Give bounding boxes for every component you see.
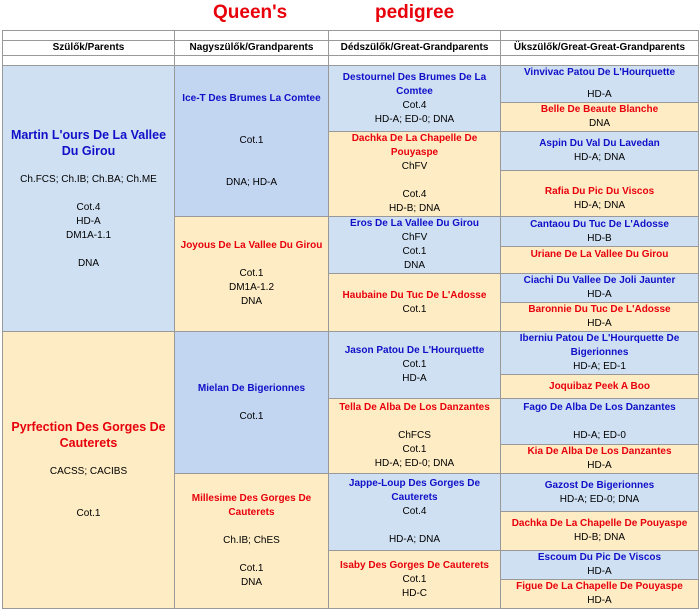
great-grandparent-line: HD-B; DNA — [388, 203, 441, 214]
ancestor-name: Joquibaz Peek A Boo — [549, 380, 650, 392]
blank-row — [3, 31, 699, 41]
great-grandparent-name: Jason Patou De L'Hourquette — [344, 345, 485, 356]
great-grandparent-line: HD-A — [402, 373, 427, 384]
great-grandparent-cell — [329, 217, 501, 274]
ancestor-name: Escoum Du Pic De Viscos — [537, 552, 662, 563]
grandparent-cell — [175, 217, 329, 332]
grandparent-name: Mielan De Bigerionnes — [197, 382, 306, 394]
pedigree-table — [2, 30, 699, 609]
great-grandparent-line: Cot.1 — [402, 246, 427, 257]
great-grandparent-line: Cot.4 — [402, 99, 427, 111]
ancestor-cell — [501, 399, 699, 445]
ancestor-name: Dachka De La Chapelle De Pouyaspe — [511, 518, 688, 529]
great-grandparent-name: Destournel Des Brumes De La Comtee — [342, 71, 487, 97]
dam-name: Pyrfection Des Gorges De Cauterets — [11, 420, 166, 450]
great-grandparent-line: HD-A; ED-0; DNA — [374, 113, 455, 125]
header-great-grandparents: Dédszülők/Great-Grandparents — [329, 41, 501, 56]
grandparent-line: Ch.IB; ChES — [223, 535, 280, 546]
header-row — [3, 41, 699, 56]
ancestor-info: HD-A — [587, 595, 612, 606]
ancestor-cell — [501, 274, 699, 303]
great-grandparent-cell — [329, 399, 501, 474]
great-grandparent-line: Cot.4 — [402, 189, 427, 200]
ancestor-info: HD-A — [587, 460, 612, 471]
ancestor-cell — [501, 247, 699, 274]
ancestor-cell — [501, 171, 699, 217]
blank-row — [3, 56, 699, 66]
ancestor-name: Fago De Alba De Los Danzantes — [523, 401, 676, 413]
grandparent-line: Cot.1 — [239, 563, 264, 574]
great-grandparent-name: Tella De Alba De Los Danzantes — [339, 402, 490, 413]
header-grandparents: Nagyszülők/Grandparents — [175, 41, 329, 56]
great-grandparent-line: Cot.1 — [402, 573, 427, 585]
sire-cell — [3, 66, 175, 332]
grandparent-cell — [175, 66, 329, 217]
ancestor-info: HD-A; ED-1 — [573, 361, 626, 372]
ancestor-name: Aspin Du Val Du Lavedan — [539, 138, 660, 150]
sire-line: Cot.4 — [76, 201, 101, 213]
great-grandparent-cell — [329, 274, 501, 332]
ancestor-name: Baronnie Du Tuc De L'Adosse — [528, 304, 671, 315]
ancestor-cell — [501, 551, 699, 580]
ancestor-cell — [501, 132, 699, 171]
great-grandparent-name: Eros De La Vallee Du Girou — [350, 218, 479, 229]
grandparent-line: DNA — [240, 577, 263, 588]
great-grandparent-line: HD-A; DNA — [388, 534, 441, 545]
great-grandparent-line: HD-A; ED-0; DNA — [374, 458, 455, 469]
ancestor-info: HD-B — [587, 232, 612, 244]
ancestor-cell — [501, 103, 699, 132]
great-grandparent-cell — [329, 132, 501, 217]
great-grandparent-line: HD-C — [402, 587, 427, 599]
ancestor-info: HD-A; DNA — [573, 152, 626, 164]
title-part-2: pedigree — [375, 2, 455, 23]
ancestor-info: HD-A — [587, 289, 612, 300]
page-title — [0, 0, 700, 30]
ancestor-name: Kia De Alba De Los Danzantes — [527, 446, 672, 457]
great-grandparent-line: Cot.1 — [402, 303, 427, 315]
dam-line: Cot.1 — [76, 508, 101, 519]
sire-line: DM1A-1.1 — [65, 229, 111, 241]
great-grandparent-line: ChFV — [401, 161, 428, 172]
sire-titles: Ch.FCS; Ch.IB; Ch.BA; Ch.ME — [20, 173, 157, 185]
ancestor-info: HD-B; DNA — [573, 532, 626, 543]
ancestor-cell — [501, 512, 699, 551]
header-great-great-grandparents: Ükszülők/Great-Great-Grandparents — [501, 41, 699, 56]
ancestor-cell — [501, 332, 699, 375]
ancestor-info: HD-A; DNA — [573, 199, 626, 211]
ancestor-info: HD-A — [587, 318, 612, 329]
grandparent-cell — [175, 332, 329, 474]
sire-line: HD-A — [76, 215, 101, 227]
sire-line: DNA — [77, 257, 100, 269]
great-grandparent-line: Cot.1 — [402, 359, 427, 370]
grandparent-name: Ice-T Des Brumes La Comtee — [182, 93, 321, 104]
ancestor-info: DNA — [588, 118, 611, 129]
ancestor-name: Vinvivac Patou De L'Hourquette — [523, 67, 676, 78]
ancestor-cell — [501, 445, 699, 474]
great-grandparent-line: ChFV — [401, 232, 428, 243]
grandparent-line: DNA — [240, 296, 263, 307]
ancestor-name: Belle De Beaute Blanche — [540, 104, 659, 115]
ancestor-info: HD-A — [587, 566, 612, 577]
ancestor-cell — [501, 474, 699, 512]
ancestor-cell — [501, 303, 699, 332]
ancestor-cell — [501, 375, 699, 399]
ancestor-name: Figue De La Chapelle De Pouyaspe — [516, 581, 683, 592]
grandparent-line: Cot.1 — [239, 135, 264, 146]
grandparent-line: DM1A-1.2 — [228, 282, 274, 293]
ancestor-name: Ciachi Du Vallee De Joli Jaunter — [523, 275, 676, 286]
ancestor-cell — [501, 217, 699, 247]
great-grandparent-name: Isaby Des Gorges De Cauterets — [340, 559, 489, 571]
ancestor-info: HD-A; ED-0; DNA — [559, 493, 640, 505]
great-grandparent-line: Cot.1 — [402, 444, 427, 455]
grandparent-name: Joyous De La Vallee Du Girou — [180, 240, 323, 251]
ancestor-info: HD-A — [587, 89, 612, 100]
ancestor-info: HD-A; ED-0 — [573, 429, 626, 441]
great-grandparent-cell — [329, 66, 501, 132]
great-grandparent-line: DNA — [403, 260, 426, 271]
header-parents: Szülők/Parents — [3, 41, 175, 56]
grandparent-line: DNA; HD-A — [225, 177, 278, 188]
dam-titles: CACSS; CACIBS — [49, 466, 128, 477]
ancestor-cell — [501, 66, 699, 103]
great-grandparent-line: Cot.4 — [402, 506, 427, 517]
great-grandparent-name: Jappe-Loup Des Gorges De Cauterets — [348, 478, 481, 503]
ancestor-cell — [501, 580, 699, 609]
ancestor-name: Gazost De Bigerionnes — [544, 479, 655, 491]
ancestor-name: Cantaou Du Tuc De L'Adosse — [530, 218, 669, 230]
grandparent-name: Millesime Des Gorges De Cauterets — [191, 493, 312, 518]
ancestor-name: Iberniu Patou De L'Hourquette De Bigerionnes — [519, 333, 680, 358]
great-grandparent-name: Dachka De La Chapelle De Pouyaspe — [351, 133, 478, 158]
grandparent-line: Cot.1 — [239, 268, 264, 279]
grandparent-line: Cot.1 — [239, 410, 264, 422]
ancestor-name: Uriane De La Vallee Du Girou — [530, 249, 669, 261]
great-grandparent-cell — [329, 474, 501, 551]
great-grandparent-cell — [329, 332, 501, 399]
great-grandparent-line: ChFCS — [398, 430, 431, 441]
great-grandparent-name: Haubaine Du Tuc De L'Adosse — [342, 289, 487, 301]
title-part-1: Queen's — [213, 2, 288, 23]
sire-name: Martin L'ours De La Vallee Du Girou — [10, 127, 167, 158]
grandparent-cell — [175, 474, 329, 609]
dam-cell — [3, 332, 175, 609]
ancestor-name: Rafia Du Pic Du Viscos — [544, 185, 655, 197]
